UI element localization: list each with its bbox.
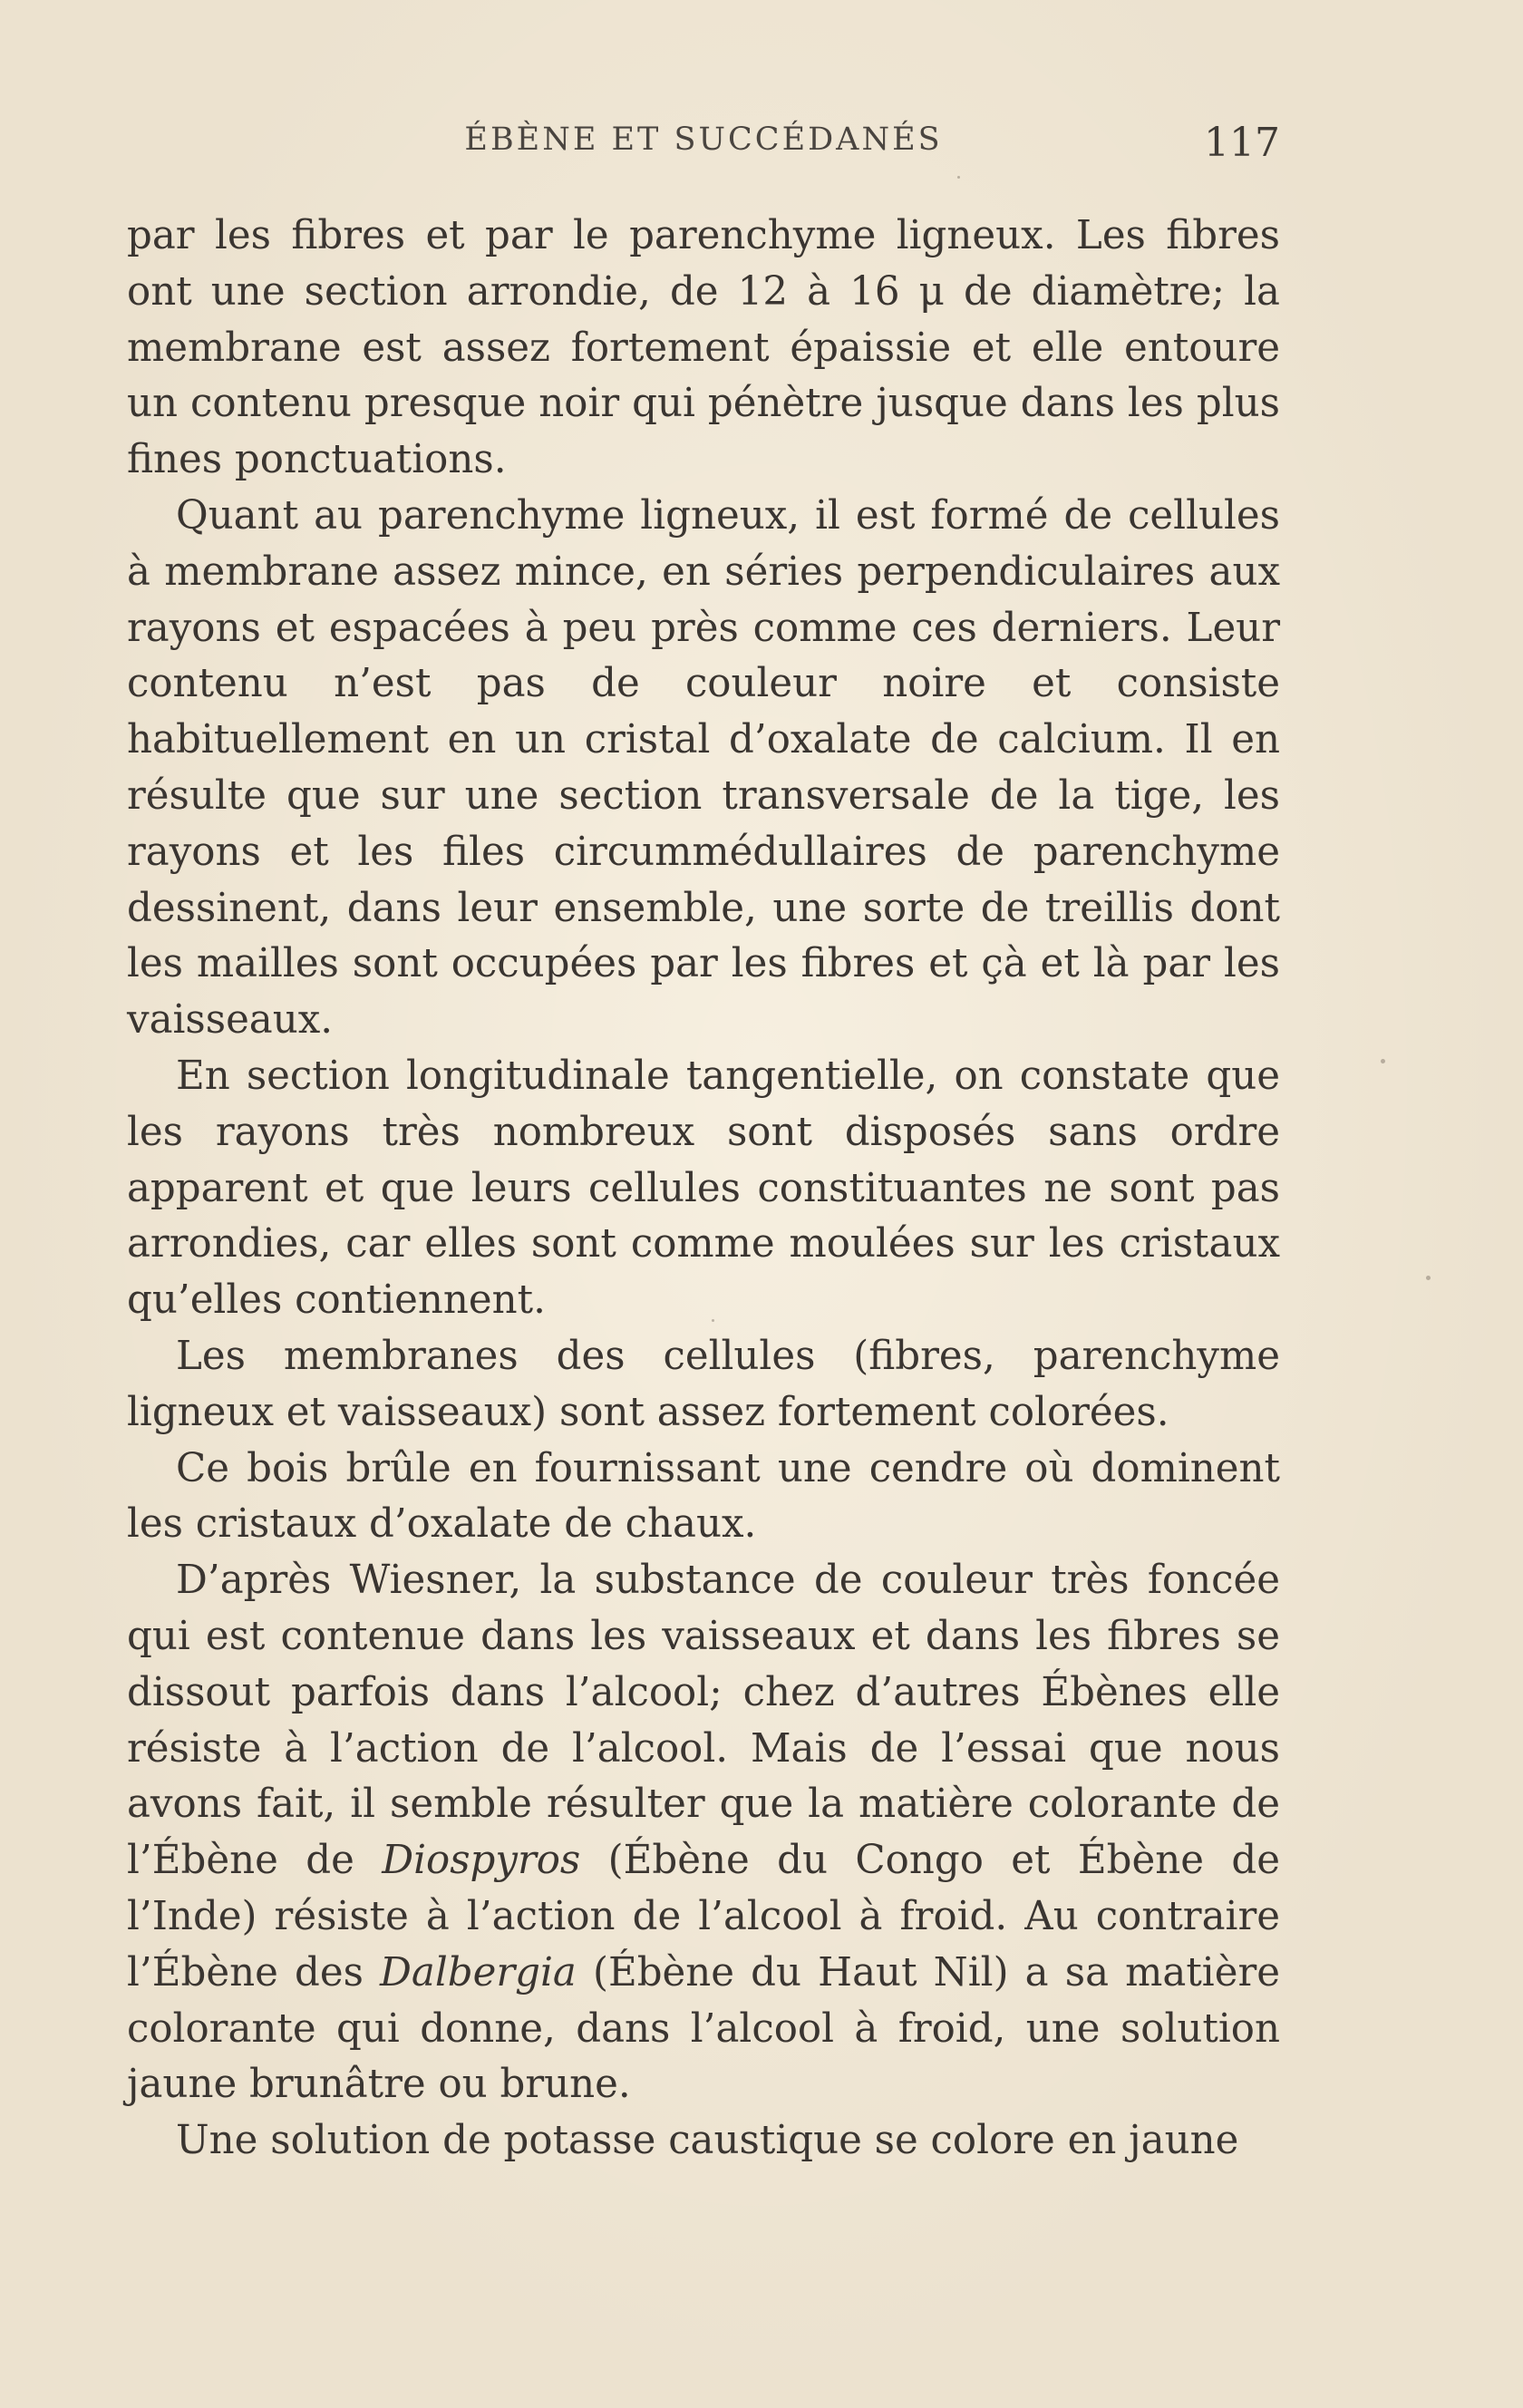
- paragraph-parenchyme: Quant au parenchyme ligneux, il est formé de cellules à membrane assez mince, en séries perpendiculaires aux rayons et espacées à peu près comme ces derniers. Leur contenu n’est pas de couleur noire et consiste habituellement en un cristal d’oxalate de calcium. Il en résulte que sur une section transversale de la tige, les rayons et les files circummédullaires de parenchyme dessinent, dans leur ensemble, une sorte de treillis dont les mailles sont occupées par les fibres et çà et là par les vaisseaux.: [127, 492, 1280, 1044]
- genus-diospyros: Diospyros: [382, 1838, 581, 1884]
- paper-speck: [1381, 1059, 1385, 1063]
- paragraph-fibres: par les fibres et par le parenchyme ligneux. Les fibres ont une section arrondie, de 12 à 16 μ de diamètre; la membrane est assez fortement épaissie et elle entoure un contenu presque noir qui pénètre jusque dans les plus fines ponctuations.: [127, 213, 1280, 483]
- paper-speck: [957, 176, 960, 179]
- paragraph-section-tangentielle: En section longitudinale tangentielle, on constate que les rayons très nombreux sont disposés sans ordre apparent et que leurs cellules constituantes ne sont pas arrondies, car elles sont comme moulées sur les cristaux qu’elles contiennent.: [127, 1053, 1280, 1324]
- paragraph-combustion: Ce bois brûle en fournissant une cendre où dominent les cristaux d’oxalate de chaux.: [127, 1445, 1280, 1548]
- wiesner-text-2: (Ébène du Congo et Ébène de l’Inde) résiste à l’action de l’alcool à froid. Au contraire l’Ébène des: [127, 1838, 1280, 1995]
- wiesner-text-3: (Ébène du Haut Nil) a sa matière colorante qui donne, dans l’alcool à froid, une solution jaune brunâtre ou brune.: [127, 1949, 1280, 2108]
- page-number: 117: [1204, 120, 1280, 166]
- running-title: ÉBÈNE ET SUCCÉDANÉS: [464, 121, 943, 158]
- paragraph-wiesner: [127, 1553, 1280, 2113]
- paper-speck: [1426, 1276, 1431, 1280]
- paragraph-potasse: Une solution de potasse caustique se colore en jaune: [176, 2118, 1239, 2164]
- body-text: [127, 209, 1280, 2170]
- paper-speck: [712, 1319, 714, 1322]
- page-header: [127, 121, 1280, 176]
- genus-dalbergia: Dalbergia: [380, 1949, 577, 1995]
- wiesner-text-1: D’après Wiesner, la substance de couleur très foncée qui est contenue dans les vaisseaux et dans les fibres se dissout parfois dans l’alcool; chez d’autres Ébènes elle résiste à l’action de l’alcool. Mais de l’essai que nous avons fait, il semble résulter que la matière colorante de l’Ébène de: [127, 1558, 1280, 1884]
- paragraph-membranes: Les membranes des cellules (fibres, parenchyme ligneux et vaisseaux) sont assez fortement colorées.: [127, 1333, 1280, 1435]
